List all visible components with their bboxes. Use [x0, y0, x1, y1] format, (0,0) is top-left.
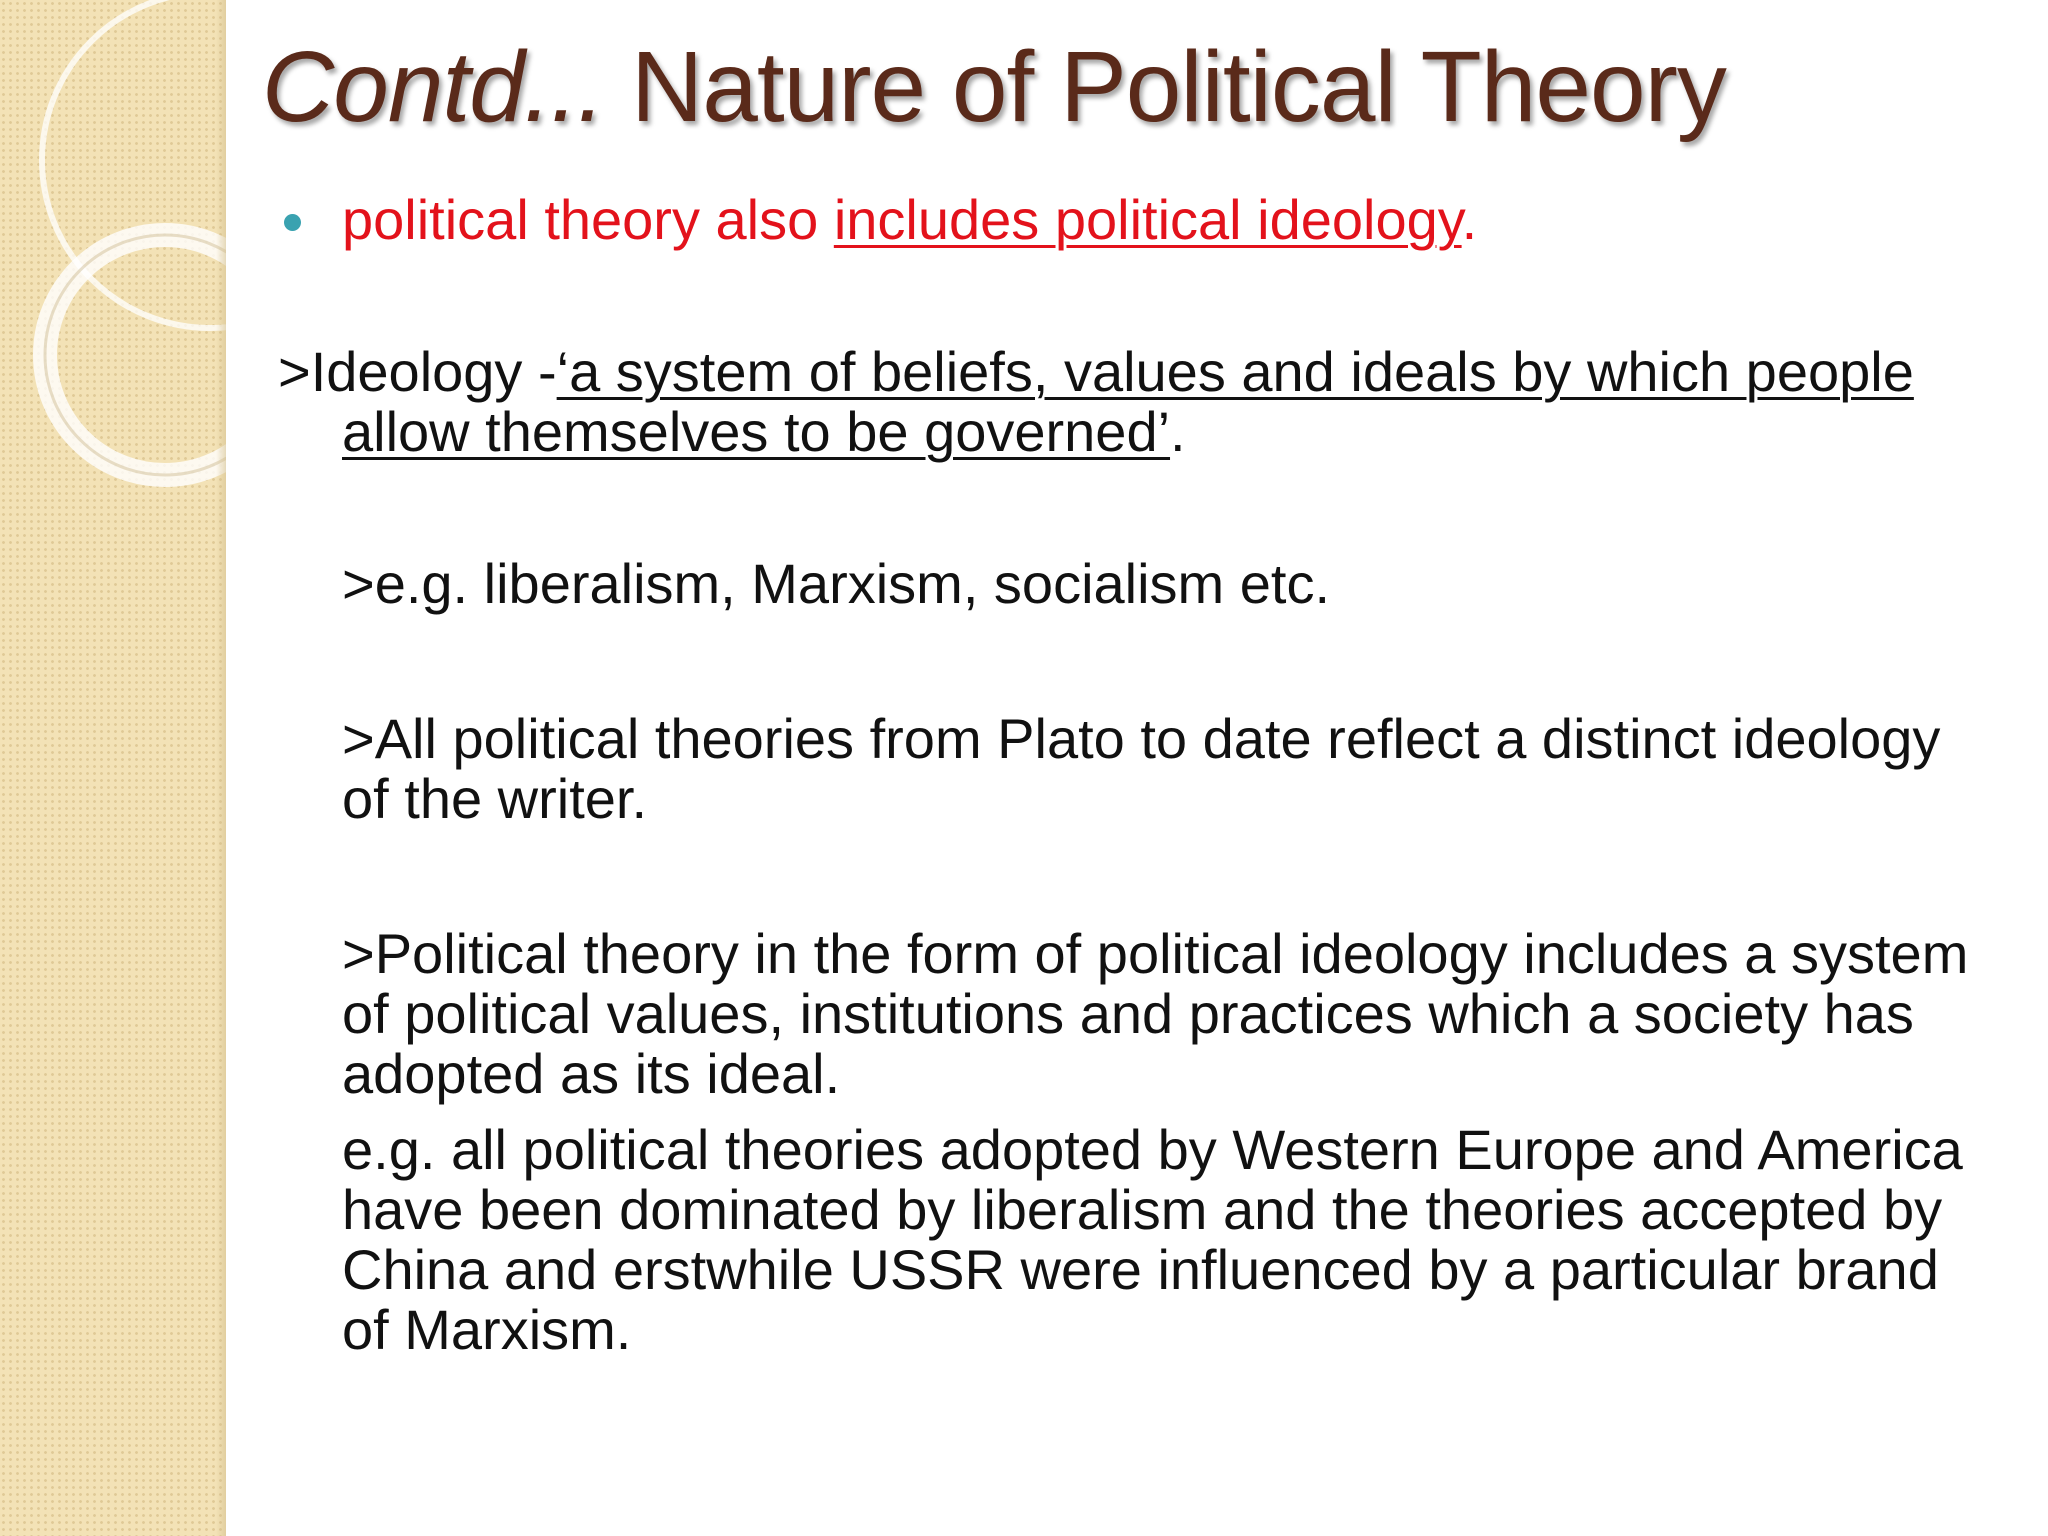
definition-end: . — [1170, 400, 1186, 463]
definition-lead: >Ideology - — [278, 340, 557, 403]
bullet-point — [278, 190, 1998, 250]
bullet-end: . — [1461, 188, 1478, 251]
bullet-lead: political theory also — [342, 188, 834, 251]
bullet-underlined: includes political ideology — [833, 188, 1462, 251]
slide-body — [278, 190, 1998, 1360]
definition-quote: ‘a system of beliefs, values and ideals by which people allow themselves to be governed’ — [342, 340, 1914, 463]
slide-title — [262, 30, 1726, 145]
ideology-definition — [278, 342, 1998, 462]
example-ideologies: >e.g. liberalism, Marxism, socialism etc. — [342, 552, 1331, 615]
decorative-side-panel — [0, 0, 226, 1536]
statement-ideology-values: >Political theory in the form of political ideology includes a system of political values, institutions and practices which a society has adopted as its ideal. — [342, 922, 1969, 1105]
title-prefix: Contd... — [262, 31, 605, 143]
bullet-dot-icon — [284, 214, 301, 231]
decorative-rings — [0, 0, 226, 520]
example-west-and-east: e.g. all political theories adopted by Western Europe and America have been dominated by liberalism and the theories accepted by China and erstwhile USSR were influenced by a particular brand of Marxism. — [342, 1118, 1963, 1361]
statement-plato: >All political theories from Plato to date reflect a distinct ideology of the writer. — [342, 707, 1941, 830]
title-main: Nature of Political Theory — [604, 31, 1726, 143]
